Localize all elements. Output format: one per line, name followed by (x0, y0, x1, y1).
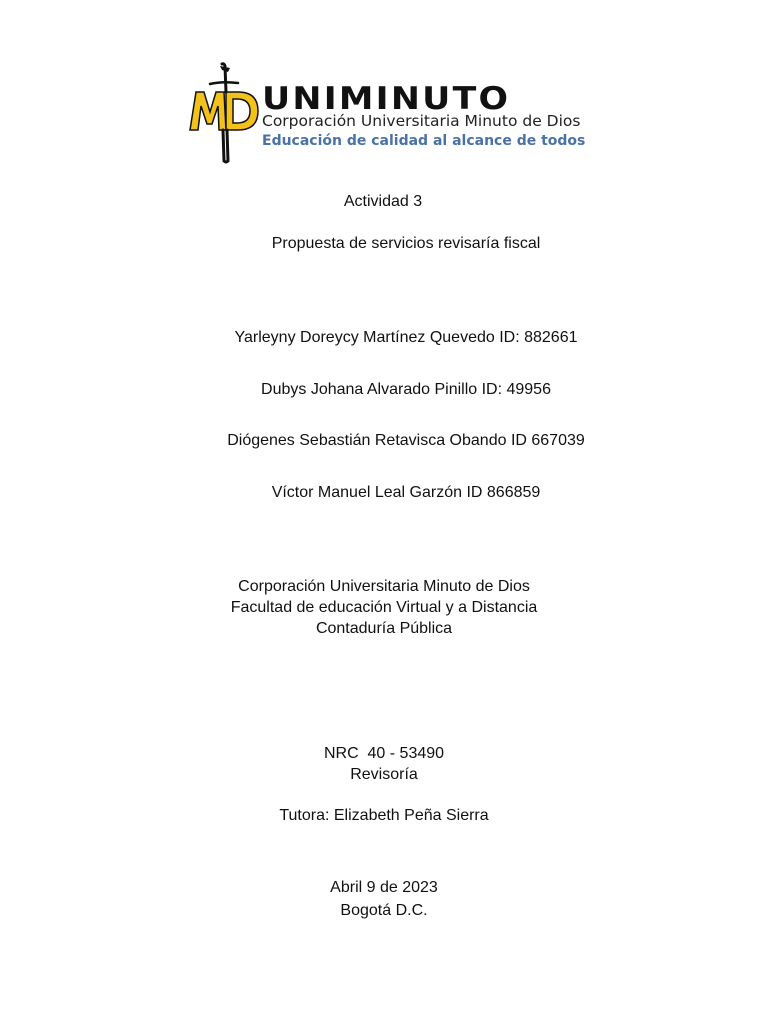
document-date: Abril 9 de 2023 (330, 879, 438, 896)
document-subject: Propuesta de servicios revisaría fiscal (271, 235, 541, 252)
logo-institution-name: Corporación Universitaria Minuto de Dios (262, 112, 581, 130)
course-name: Revisoría (350, 766, 418, 783)
institution-name: Corporación Universitaria Minuto de Dios (238, 578, 530, 595)
activity-title: Actividad 3 (343, 193, 423, 210)
faculty-name: Facultad de educación Virtual y a Distancia (230, 599, 538, 616)
emblem-letter-d (226, 92, 258, 130)
author-2: Dubys Johana Alvarado Pinillo ID: 49956 (261, 381, 551, 398)
emblem-letter-m (190, 92, 226, 130)
author-3: Diógenes Sebastián Retavisca Obando ID 667039 (227, 432, 585, 449)
document-city: Bogotá D.C. (340, 902, 428, 919)
tutor-name: Tutora: Elizabeth Peña Sierra (279, 807, 489, 824)
course-nrc: NRC 40 - 53490 (323, 745, 445, 762)
md-cross-emblem (186, 62, 266, 164)
logo-wordmark: UNIMINUTO (262, 81, 511, 117)
author-4: Víctor Manuel Leal Garzón ID 866859 (271, 484, 541, 501)
program-name: Contaduría Pública (315, 620, 453, 637)
logo-slogan: Educación de calidad al alcance de todos (262, 133, 586, 149)
author-1: Yarleyny Doreycy Martínez Quevedo ID: 882661 (234, 329, 578, 346)
